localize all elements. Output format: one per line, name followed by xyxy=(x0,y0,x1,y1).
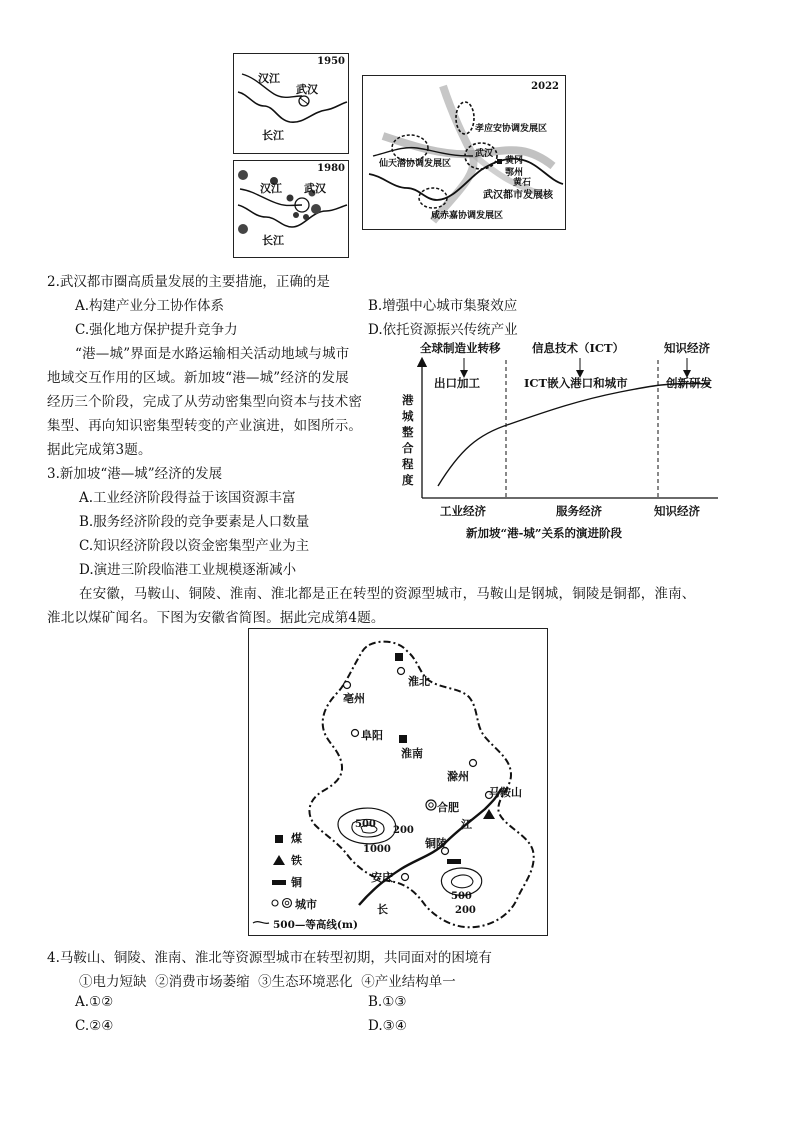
label-xiaoying: 孝应安协调发展区 xyxy=(475,124,548,134)
intro3-line: 经历三个阶段，完成了从劳动密集型向资本与技术密 xyxy=(47,394,363,410)
city-huaibei: 淮北 xyxy=(408,675,430,688)
legend-copper: 铜 xyxy=(291,876,302,889)
x-stage-label: 工业经济 xyxy=(440,504,486,518)
contour-label: 200 xyxy=(455,905,476,916)
q2-option-c[interactable]: C.强化地方保护提升竞争力 xyxy=(75,322,238,338)
year-1980: 1980 xyxy=(317,163,345,174)
contour-label: 200 xyxy=(393,825,414,836)
q2-option-a[interactable]: A.构建产业分工协作体系 xyxy=(75,298,225,314)
q4-option-d[interactable]: D.③④ xyxy=(368,1018,407,1034)
q2-option-b[interactable]: B.增强中心城市集聚效应 xyxy=(368,298,518,314)
top-label: 信息技术（ICT） xyxy=(532,341,625,355)
intro4-line: 淮北以煤矿闻名。下图为安徽省简图。据此完成第4题。 xyxy=(47,610,385,626)
q4-option-c[interactable]: C.②④ xyxy=(75,1018,114,1034)
legend-iron: 铁 xyxy=(291,854,302,867)
intro3-line: 据此完成第3题。 xyxy=(47,442,152,458)
label-huanggang: 黄冈 xyxy=(505,156,524,166)
stage-label: 创新研发 xyxy=(666,376,712,390)
city-maanshan: 马鞍山 xyxy=(489,786,522,799)
q4-option-a[interactable]: A.①② xyxy=(75,994,114,1010)
label-wuhan: 武汉 xyxy=(304,182,326,195)
city-hefei: 合肥 xyxy=(437,801,459,814)
q3-option-a[interactable]: A.工业经济阶段得益于该国资源丰富 xyxy=(79,490,296,506)
map-1950 xyxy=(233,53,349,154)
city-huainan: 淮南 xyxy=(401,747,423,760)
contour-label: 500 xyxy=(451,891,472,902)
intro3-line: 集型、再向知识密集型转变的产业演进，如图所示。 xyxy=(47,418,363,434)
intro4-line: 在安徽，马鞍山、铜陵、淮南、淮北都是正在转型的资源型城市，马鞍山是钢城，铜陵是铜都，淮南、 xyxy=(79,586,696,602)
legend-city: 城市 xyxy=(295,898,317,911)
y-axis-label: 港城整合程度 xyxy=(402,393,414,487)
label-xianchi: 咸赤嘉协调发展区 xyxy=(431,211,504,221)
label-core: 武汉都市发展核 xyxy=(483,190,553,201)
label-changjiang: 长江 xyxy=(262,129,284,142)
year-2022: 2022 xyxy=(531,81,559,92)
city-fuyang: 阜阳 xyxy=(361,729,383,742)
x-stage-label: 服务经济 xyxy=(556,504,602,518)
label-huangshi: 黄石 xyxy=(513,178,532,188)
legend-coal: 煤 xyxy=(291,832,302,845)
top-label: 全球制造业转移 xyxy=(420,341,501,355)
map-1980-drawing xyxy=(234,161,348,257)
q4-items: ①电力短缺 ②消费市场萎缩 ③生态环境恶化 ④产业结构单一 xyxy=(79,974,456,990)
label-changjiang: 长江 xyxy=(262,234,284,247)
legend-contour: 500—等高线(m) xyxy=(273,919,358,931)
q3-option-d[interactable]: D.演进三阶段临港工业规模逐渐减小 xyxy=(79,562,297,578)
q4-option-b[interactable]: B.①③ xyxy=(368,994,407,1010)
label-wuhan: 武汉 xyxy=(296,83,318,96)
river-label-chang: 长 xyxy=(377,903,388,916)
q4-stem: 4.马鞍山、铜陵、淮南、淮北等资源型城市在转型初期，共同面对的困境有 xyxy=(47,950,492,966)
q2-option-d[interactable]: D.依托资源振兴传统产业 xyxy=(368,322,518,338)
chart-caption: 新加坡“港-城”关系的演进阶段 xyxy=(466,526,623,540)
year-1950: 1950 xyxy=(317,56,345,67)
label-xiantian: 仙天潜协调发展区 xyxy=(379,159,452,169)
stage-label: ICT嵌入港口和城市 xyxy=(524,376,628,390)
city-tongling: 铜陵 xyxy=(425,837,447,850)
label-ezhou: 鄂州 xyxy=(505,168,524,178)
map-1980 xyxy=(233,160,349,258)
q3-option-b[interactable]: B.服务经济阶段的竞争要素是人口数量 xyxy=(79,514,310,530)
city-bozhou: 亳州 xyxy=(343,692,365,705)
intro3-line: “港—城”界面是水路运输相关活动地域与城市 xyxy=(75,346,350,362)
map-2022-drawing xyxy=(363,76,565,229)
river-label-jiang: 江 xyxy=(461,818,472,831)
integration-curve xyxy=(438,383,710,486)
anhui-map xyxy=(248,628,548,936)
label-hanjiang: 汉江 xyxy=(260,182,282,195)
label-wuhan: 武汉 xyxy=(475,149,494,159)
stage-label: 出口加工 xyxy=(434,376,480,390)
contour-label: 500 xyxy=(355,819,376,830)
x-stage-label: 知识经济 xyxy=(654,504,700,518)
label-hanjiang: 汉江 xyxy=(258,72,280,85)
q2-stem: 2.武汉都市圈高质量发展的主要措施，正确的是 xyxy=(47,274,330,290)
top-label: 知识经济 xyxy=(664,341,710,355)
q3-stem: 3.新加坡“港—城”经济的发展 xyxy=(47,466,223,482)
q3-option-c[interactable]: C.知识经济阶段以资金密集型产业为主 xyxy=(79,538,310,554)
intro3-line: 地域交互作用的区域。新加坡“港—城”经济的发展 xyxy=(47,370,349,386)
port-city-chart xyxy=(400,338,720,546)
city-chuzhou: 滁州 xyxy=(447,770,469,783)
city-anqing: 安庆 xyxy=(371,871,393,884)
contour-label: 1000 xyxy=(363,844,391,855)
map-1950-drawing xyxy=(234,54,348,153)
map-2022 xyxy=(362,75,566,230)
